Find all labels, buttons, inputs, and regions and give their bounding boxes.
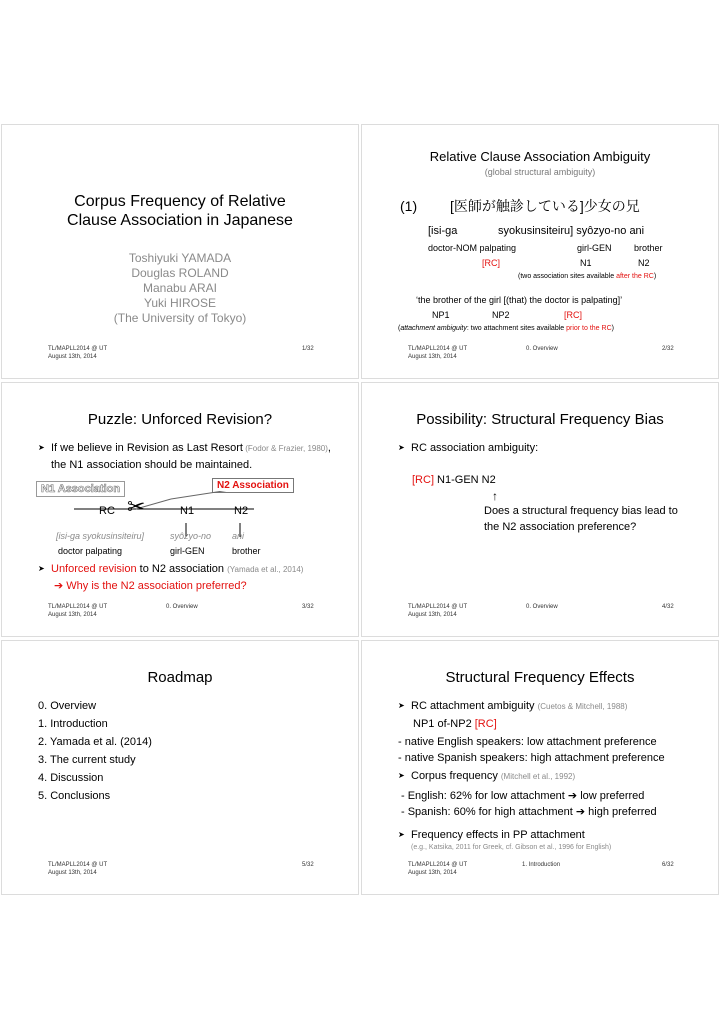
slide-2: [361, 124, 719, 379]
footer-date: August 13th, 2014: [48, 612, 97, 618]
bullet-arrow-icon: ➤: [38, 443, 45, 452]
footer-page: 6/32: [662, 862, 674, 868]
slide-title: Roadmap: [147, 669, 213, 686]
tree-rc: RC: [99, 505, 115, 517]
footer-conf: TL/MAPLL2014 @ UT: [48, 604, 108, 610]
footer-section: 0. Overview: [526, 346, 558, 352]
bullet-arrow-icon: ➤: [398, 443, 405, 452]
footer-page: 1/32: [302, 346, 314, 352]
np-structure: NP1 of-NP2 [RC]: [413, 718, 497, 730]
up-arrow-icon: ↑: [492, 489, 498, 503]
slide-1: [1, 124, 359, 379]
english-corpus: - English: 62% for low attachment ➔ low preferred: [401, 790, 645, 802]
roadmap-item: 1. Introduction: [38, 718, 108, 730]
scissors-icon: ✂: [127, 494, 146, 519]
roadmap-item: 4. Discussion: [38, 772, 104, 784]
gloss-romaji-2: syokusinsiteiru] syôzyo-no ani: [498, 225, 645, 237]
bullet-rc-ambiguity: RC association ambiguity:: [411, 442, 539, 454]
footer-date: August 13th, 2014: [408, 870, 457, 876]
slide-5: [1, 640, 359, 895]
gloss-romaji-1: [isi-ga: [428, 225, 458, 237]
pp-attachment-refs: (e.g., Katsika, 2011 for Greek, cf. Gibson et al., 1996 for English): [411, 844, 612, 851]
rc-n1-n2: [RC] N1-GEN N2: [412, 474, 496, 486]
tree-lines: [36, 491, 296, 551]
footer-conf: TL/MAPLL2014 @ UT: [408, 346, 468, 352]
gloss-n1: girl-GEN: [170, 546, 205, 556]
bullet-corpus-frequency: Corpus frequency (Mitchell et al., 1992): [411, 770, 576, 782]
footer-conf: TL/MAPLL2014 @ UT: [408, 604, 468, 610]
spanish-speakers: - native Spanish speakers: high attachment preference: [398, 752, 665, 764]
roadmap-item: 5. Conclusions: [38, 790, 111, 802]
footer-conf: TL/MAPLL2014 @ UT: [408, 862, 468, 868]
footer-date: August 13th, 2014: [408, 354, 457, 360]
slide-title-line2: Clause Association in Japanese: [67, 212, 293, 229]
footer-page: 5/32: [302, 862, 314, 868]
tree-n2: N2: [234, 505, 249, 517]
attachment-ambiguity-note: (attachment ambiguity: two attachment sites available prior to the RC): [398, 325, 614, 332]
slide-6: [361, 640, 719, 895]
label-n2: N2: [638, 258, 650, 268]
word-n1: syôzyo-no: [170, 531, 212, 541]
affiliation: (The University of Tokyo): [113, 311, 247, 325]
footer-date: August 13th, 2014: [48, 354, 97, 360]
slide-subtitle: (global structural ambiguity): [484, 167, 596, 177]
author: Manabu ARAI: [142, 281, 218, 295]
gloss-english-1: doctor-NOM palpating: [428, 243, 517, 253]
roadmap-item: 3. The current study: [38, 754, 136, 766]
label-n1: N1: [580, 258, 592, 268]
english-speakers: - native English speakers: low attachment preference: [398, 736, 657, 748]
roadmap-item: 0. Overview: [38, 700, 97, 712]
tree-n1: N1: [180, 505, 195, 517]
n2-association-box: N2 Association: [212, 478, 294, 493]
np1-label: NP1: [432, 310, 450, 320]
slide-3: [1, 382, 359, 637]
footer-section: 0. Overview: [166, 604, 198, 610]
author: Toshiyuki YAMADA: [128, 251, 232, 265]
example-number: (1): [400, 198, 418, 214]
slide-title: Structural Frequency Effects: [445, 669, 635, 686]
bullet-pp-attachment: Frequency effects in PP attachment: [411, 829, 585, 841]
bullet-arrow-icon: ➤: [398, 771, 405, 780]
bullet-revision-line2: the N1 association should be maintained.: [51, 459, 253, 471]
footer-page: 3/32: [302, 604, 314, 610]
footer-date: August 13th, 2014: [408, 612, 457, 618]
roadmap-item: 2. Yamada et al. (2014): [38, 736, 152, 748]
footer-date: August 13th, 2014: [48, 870, 97, 876]
word-n2: ani: [232, 531, 245, 541]
gloss-rc: doctor palpating: [58, 546, 123, 556]
slide-title: Possibility: Structural Frequency Bias: [416, 411, 664, 428]
bullet-arrow-icon: ➤: [398, 830, 405, 839]
question-line2: the N2 association preference?: [484, 521, 637, 533]
author: Yuki HIROSE: [143, 296, 217, 310]
gloss-english-3: brother: [634, 243, 663, 253]
np2-label: NP2: [492, 310, 510, 320]
footer-section: 1. Introduction: [522, 862, 561, 868]
slide-4: [361, 382, 719, 637]
gloss-english-2: girl-GEN: [577, 243, 612, 253]
footer-conf: TL/MAPLL2014 @ UT: [48, 346, 108, 352]
author: Douglas ROLAND: [131, 266, 229, 280]
slide-title: Corpus Frequency of Relative: [74, 193, 286, 210]
slide-title: Puzzle: Unforced Revision?: [87, 411, 273, 428]
spanish-corpus: - Spanish: 60% for high attachment ➔ high preferred: [401, 806, 657, 818]
slide-title: Relative Clause Association Ambiguity: [429, 149, 651, 164]
translation: ‘the brother of the girl [(that) the doctor is palpating]’: [416, 295, 623, 305]
question-line1: Does a structural frequency bias lead to: [484, 505, 678, 517]
gloss-n2: brother: [232, 546, 261, 556]
footer-page: 4/32: [662, 604, 674, 610]
bullet-arrow-icon: ➤: [38, 564, 45, 573]
example-japanese: [医師が触診している]少女の兄: [450, 198, 640, 214]
question-n2: ➔ Why is the N2 association preferred?: [54, 580, 247, 592]
n1-association-box: N1 Association: [36, 481, 125, 497]
bullet-rc-attachment: RC attachment ambiguity (Cuetos & Mitchell, 1988): [411, 700, 628, 712]
label-rc: [RC]: [482, 258, 500, 268]
note-association-sites: (two association sites available after the RC): [518, 273, 657, 280]
footer-page: 2/32: [662, 346, 674, 352]
bullet-unforced: Unforced revision to N2 association (Yamada et al., 2014): [51, 563, 304, 575]
footer-conf: TL/MAPLL2014 @ UT: [48, 862, 108, 868]
bullet-arrow-icon: ➤: [398, 701, 405, 710]
footer-section: 0. Overview: [526, 604, 558, 610]
word-rc: [isi-ga syokusinsiteiru]: [56, 531, 145, 541]
rc-label: [RC]: [564, 310, 582, 320]
bullet-revision: If we believe in Revision as Last Resort (Fodor & Frazier, 1980),: [51, 442, 331, 454]
